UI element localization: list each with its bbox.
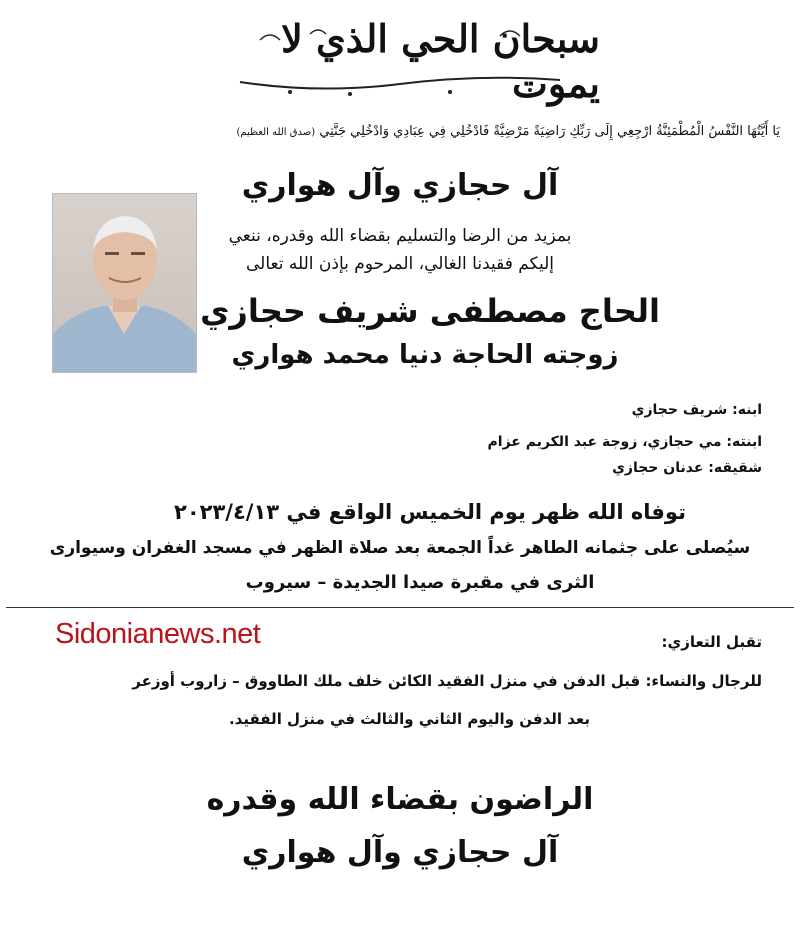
calligraphy-text: سبحان الحي الذي لا يموت: [281, 16, 600, 106]
relative-value: عدنان حجازي: [612, 460, 704, 476]
condolences-title: تقبل التعازي:: [661, 633, 762, 651]
deceased-name: الحاج مصطفى شريف حجازي: [200, 292, 660, 330]
verse-text: يَا أَيَّتُهَا النَّفْسُ الْمُطْمَئِنَّةُ ارْجِعِي إِلَى رَبِّكِ رَاضِيَةً مَرْضِيَّةً فَادْخُلِي فِي عِبَادِي وَادْخُلِي جَنَّتِي: [319, 124, 780, 139]
families-heading: آل حجازي وآل هواري: [241, 168, 559, 203]
intro-line-2: إليكم فقيدنا الغالي، المرحوم بإذن الله تعالى: [246, 254, 554, 274]
calligraphy-header: [200, 16, 600, 106]
relative-son: [242, 402, 762, 418]
closing-line-1: الراضون بقضاء الله وقدره: [206, 782, 594, 817]
relative-daughter: [242, 434, 762, 450]
death-announcement: توفاه الله ظهر يوم الخميس الواقع في ٢٠٢٣/٤/١٣: [174, 500, 686, 524]
deceased-photo: [52, 193, 197, 373]
site-watermark: Sidonianews.net: [55, 618, 261, 650]
funeral-line-1: سيُصلى على جثمانه الطاهر غداً الجمعة بعد صلاة الظهر في مسجد الغفران وسيوارى: [49, 538, 751, 558]
section-divider: [6, 607, 794, 608]
intro-line-1: بمزيد من الرضا والتسليم بقضاء الله وقدره، ننعي: [228, 226, 572, 246]
verse-suffix: (صدق الله العظيم): [236, 127, 316, 138]
wife-line: زوجته الحاجة دنيا محمد هواري: [231, 340, 619, 370]
relative-label: شقيقه:: [708, 460, 762, 476]
quran-verse: [60, 124, 780, 139]
relative-label: ابنته:: [726, 434, 762, 450]
condolences-label: للرجال والنساء:: [645, 672, 762, 690]
condolences-before-burial: قبل الدفن في منزل الفقيد الكائن خلف ملك الطاووق – زاروب أوزعر: [132, 672, 641, 690]
relative-value: شريف حجازي: [631, 402, 728, 418]
condolences-line-1: [42, 672, 762, 690]
relative-label: ابنه:: [732, 402, 762, 418]
relative-value: مي حجازي، زوجة عبد الكريم عزام: [487, 434, 722, 450]
funeral-line-2: الثرى في مقبرة صيدا الجديدة – سيروب: [245, 572, 595, 593]
relative-brother: [242, 460, 762, 476]
closing-line-2: آل حجازي وآل هواري: [241, 835, 559, 870]
condolences-line-2: بعد الدفن واليوم الثاني والثالث في منزل الفقيد.: [228, 710, 590, 728]
